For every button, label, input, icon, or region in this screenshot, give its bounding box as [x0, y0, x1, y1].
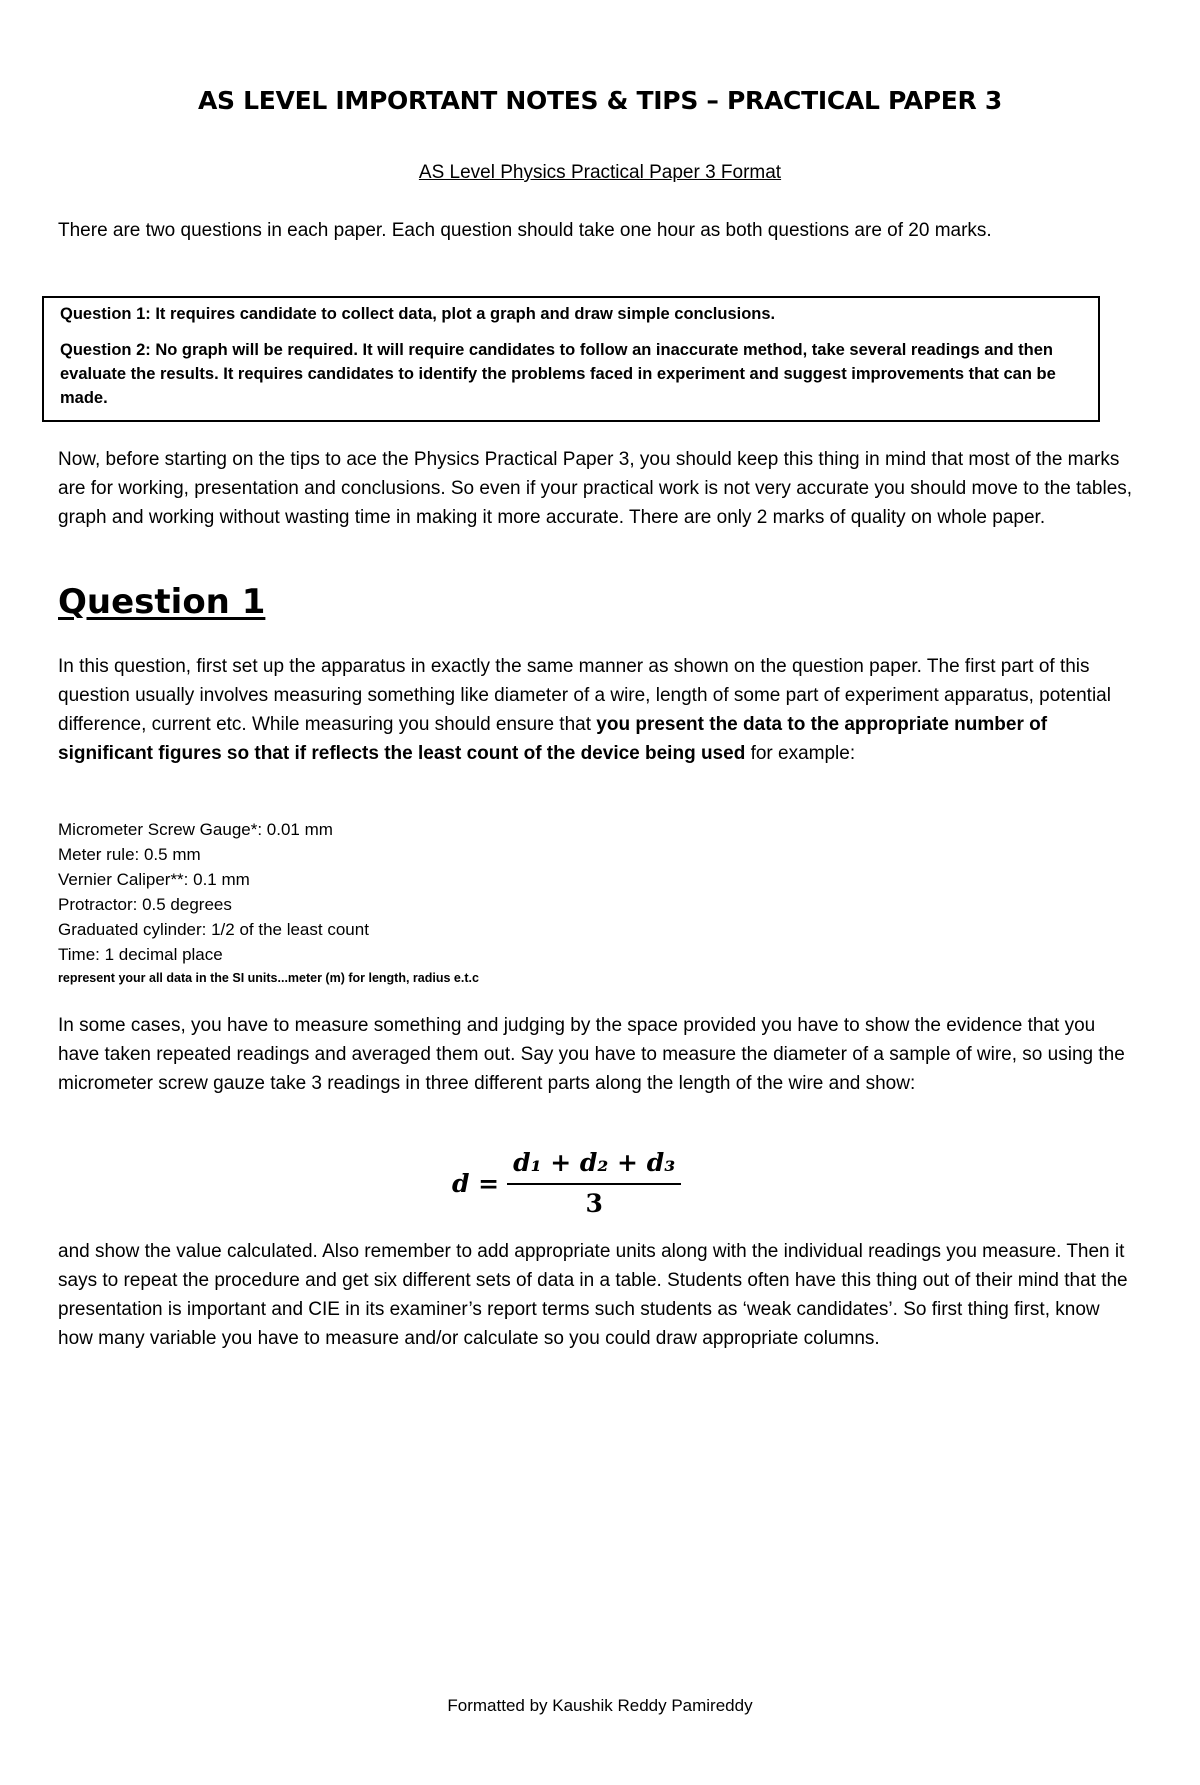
list-item: Time: 1 decimal place [58, 945, 223, 964]
question-2-summary: Question 2: No graph will be required. It will require candidates to follow an inaccurate method, take several readings and then evaluate the results. It requires candidates to identify the problems faced in experiment and suggest improvements that can be made. [60, 341, 1056, 407]
formula-numerator: d₁ + d₂ + d₃ [507, 1148, 681, 1185]
question-summary-box [42, 296, 1100, 422]
question-1-summary: Question 1: It requires candidate to collect data, plot a graph and draw simple conclusions. [60, 305, 776, 323]
list-item: Micrometer Screw Gauge*: 0.01 mm [58, 820, 333, 839]
si-units-note: represent your all data in the SI units...meter (m) for length, radius e.t.c [58, 971, 479, 985]
average-diameter-formula [452, 1148, 681, 1218]
page-footer: Formatted by Kaushik Reddy Pamireddy [447, 1696, 753, 1715]
question-1-text-part2: for example: [745, 743, 856, 764]
list-item: Meter rule: 0.5 mm [58, 845, 201, 864]
presentation-paragraph: and show the value calculated. Also remember to add appropriate units along with the individual readings you measure. Then it says to repeat the procedure and get six different sets of data in a table. Students often have this thing out of their mind that the presentation is important and CIE in its examiner’s report terms such students as ‘weak candidates’. So first thing first, know how many variable you have to measure and/or calculate so you could draw appropriate columns. [58, 1241, 1128, 1349]
repeated-readings-paragraph: In some cases, you have to measure something and judging by the space provided you have to show the evidence that you have taken repeated readings and averaged them out. Say you have to measure the diameter of a sample of wire, so using the micrometer screw gauze take 3 readings in three different parts along the length of the wire and show: [58, 1015, 1125, 1094]
formula-fraction [507, 1148, 681, 1218]
page-title: AS LEVEL IMPORTANT NOTES & TIPS – PRACTICAL PAPER 3 [197, 86, 1003, 115]
format-subtitle: AS Level Physics Practical Paper 3 Format [418, 162, 782, 183]
formula-denominator: 3 [585, 1189, 603, 1218]
question-1-paragraph [58, 652, 1143, 768]
formula-lhs: d = [452, 1168, 500, 1198]
question-1-text-bold: you present the data to the appropriate number of significant figures so that if reflects the least count of the device being used [58, 714, 1048, 764]
list-item: Protractor: 0.5 degrees [58, 895, 232, 914]
instrument-precision-list [58, 817, 479, 989]
section-heading-question-1: Question 1 [58, 582, 266, 622]
marks-advice-paragraph: Now, before starting on the tips to ace the Physics Practical Paper 3, you should keep this thing in mind that most of the marks are for working, presentation and conclusions. So even if your practical work is not very accurate you should move to the tables, graph and working without wasting time in making it more accurate. There are only 2 marks of quality on whole paper. [58, 449, 1133, 528]
question-1-text-part1: In this question, first set up the apparatus in exactly the same manner as shown on the question paper. The first part of this question usually involves measuring something like diameter of a wire, length of some part of experiment apparatus, potential difference, current etc. While measuring you should ensure that [58, 656, 1111, 735]
list-item: Graduated cylinder: 1/2 of the least count [58, 920, 369, 939]
intro-paragraph: There are two questions in each paper. Each question should take one hour as both questions are of 20 marks. [58, 220, 992, 241]
list-item: Vernier Caliper**: 0.1 mm [58, 870, 250, 889]
